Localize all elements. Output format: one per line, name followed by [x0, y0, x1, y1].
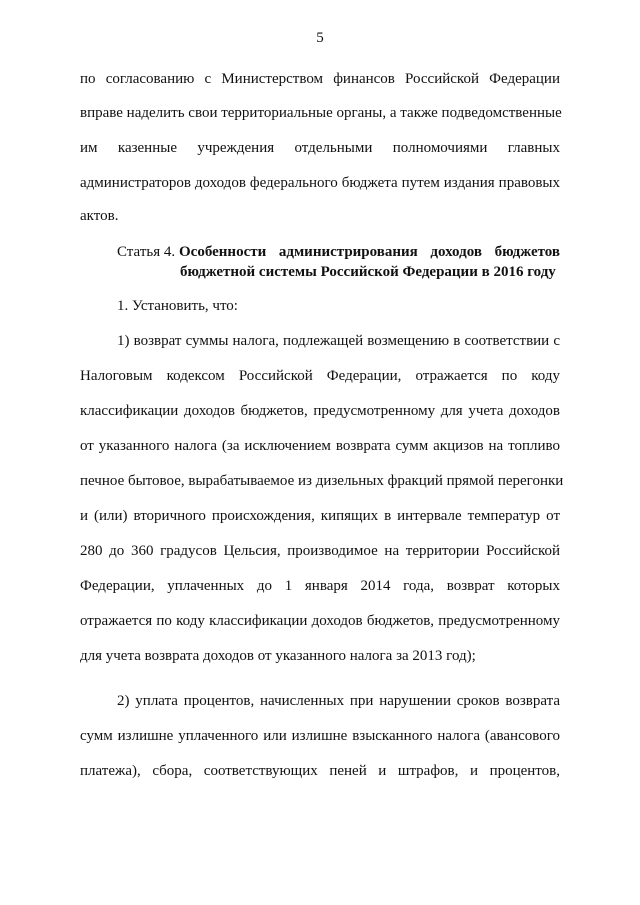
- item2-line-2: сумм излишне уплаченного или излишне взысканного налога (авансового: [80, 728, 560, 744]
- intro-line-1: по согласованию с Министерством финансов Российской Федерации: [80, 71, 560, 87]
- item1-line-2: Налоговым кодексом Российской Федерации, отражается по коду: [80, 368, 560, 384]
- item1-line-1: 1) возврат суммы налога, подлежащей возмещению в соответствии с: [117, 333, 560, 349]
- item2-line-1: 2) уплата процентов, начисленных при нарушении сроков возврата: [117, 693, 560, 709]
- article-title-line-1: Особенности администрирования доходов бюджетов: [179, 244, 560, 260]
- intro-line-5: актов.: [80, 208, 119, 224]
- intro-line-3: им казенные учреждения отдельными полномочиями главных: [80, 140, 560, 156]
- intro-line-4: администраторов доходов федерального бюджета путем издания правовых: [80, 175, 560, 191]
- item1-line-6: и (или) вторичного происхождения, кипящих в интервале температур от: [80, 508, 560, 524]
- item1-line-9: отражается по коду классификации доходов бюджетов, предусмотренному: [80, 613, 560, 629]
- item1-line-10: для учета возврата доходов от указанного налога за 2013 год);: [80, 648, 476, 664]
- intro-line-2: вправе наделить свои территориальные органы, а также подведомственные: [80, 105, 562, 121]
- page-number: 5: [316, 30, 324, 46]
- item2-line-3: платежа), сбора, соответствующих пеней и штрафов, и процентов,: [80, 763, 560, 779]
- item1-line-7: 280 до 360 градусов Цельсия, производимое на территории Российской: [80, 543, 560, 559]
- article-title-line-2: бюджетной системы Российской Федерации в 2016 году: [180, 264, 556, 280]
- item1-line-4: от указанного налога (за исключением возврата сумм акцизов на топливо: [80, 438, 560, 454]
- item1-line-8: Федерации, уплаченных до 1 января 2014 года, возврат которых: [80, 578, 560, 594]
- clause-1: 1. Установить, что:: [117, 298, 238, 314]
- item1-line-5: печное бытовое, вырабатываемое из дизельных фракций прямой перегонки: [80, 473, 564, 489]
- item1-line-3: классификации доходов бюджетов, предусмотренному для учета доходов: [80, 403, 560, 419]
- article-number: Статья 4.: [117, 244, 176, 260]
